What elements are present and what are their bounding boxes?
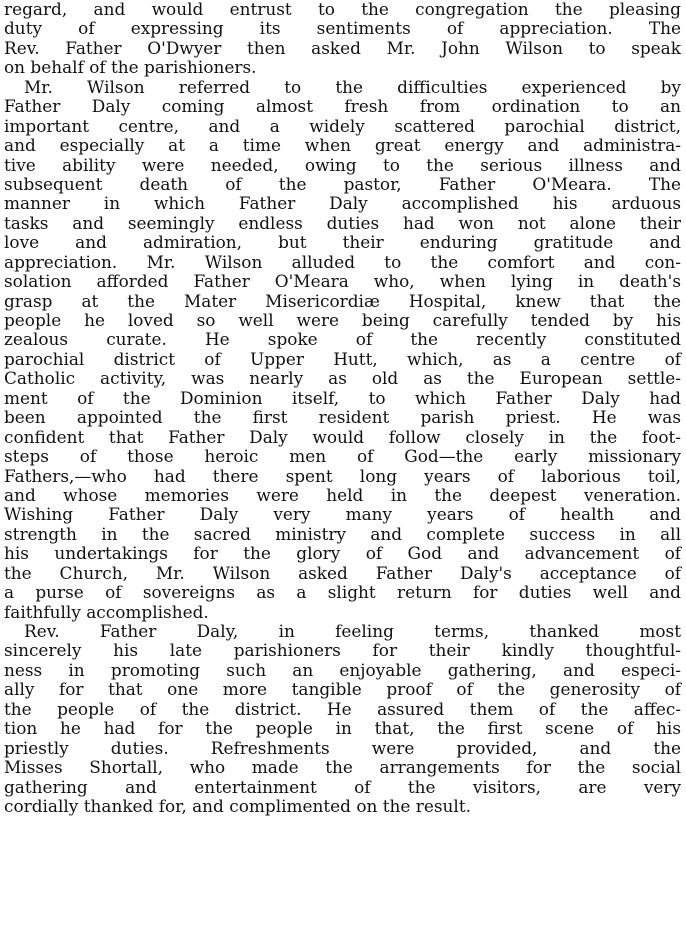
text-line: Mr. Wilson referred to the difficulties experienced by [24,76,681,97]
text-line: a purse of sovereigns as a slight return for duties well and [4,582,681,603]
text-line: Fathers,—who had there spent long years of laborious toil, [4,465,681,486]
text-line: tasks and seemingly endless duties had won not alone their [4,212,681,233]
text-line: been appointed the first resident parish priest. He was [4,407,681,428]
text-line: confident that Father Daly would follow closely in the foot- [4,426,681,447]
text-line: ness in promoting such an enjoyable gathering, and especi- [4,659,681,680]
text-line: steps of those heroic men of God—the early missionary [4,446,681,467]
text-line: parochial district of Upper Hutt, which, as a centre of [4,348,681,369]
text-line: manner in which Father Daly accomplished his arduous [4,193,681,214]
text-line: Father Daly coming almost fresh from ordination to an [4,96,681,117]
text-line: and especially at a time when great energy and administra- [4,135,681,156]
text-line: on behalf of the parishioners. [4,57,257,78]
text-line: the Church, Mr. Wilson asked Father Daly's acceptance of [4,562,681,583]
text-line: faithfully accomplished. [4,601,209,622]
text-line: Rev. Father Daly, in feeling terms, thanked most [24,621,681,641]
text-line: subsequent death of the pastor, Father O'Meara. The [4,173,681,194]
paragraph-2 [4,78,681,622]
text-line: Misses Shortall, who made the arrangements for the social [4,757,681,778]
text-line: important centre, and a widely scattered parochial district, [4,115,681,136]
text-line: grasp at the Mater Misericordiæ Hospital, knew that the [4,290,681,311]
text-line: people he loved so well were being carefully tended by his [4,310,681,330]
text-line: Catholic activity, was nearly as old as the European settle- [4,368,681,389]
text-line: priestly duties. Refreshments were provided, and the [4,737,681,758]
text-line: his undertakings for the glory of God and advancement of [4,543,681,564]
text-line: Wishing Father Daly very many years of health and [4,504,681,525]
text-line: cordially thanked for, and complimented on the result. [4,795,471,816]
text-line: ally for that one more tangible proof of the generosity of [4,679,681,700]
text-line: regard, and would entrust to the congregation the pleasing [4,0,681,19]
text-line: sincerely his late parishioners for their kindly thoughtful- [4,640,681,661]
text-line: solation afforded Father O'Meara who, when lying in death's [4,271,681,292]
text-line: tive ability were needed, owing to the serious illness and [4,154,681,175]
paragraph-3 [4,622,681,816]
paragraph-1 [4,0,681,78]
text-line: zealous curate. He spoke of the recently constituted [4,329,681,350]
text-line: appreciation. Mr. Wilson alluded to the comfort and con- [4,251,681,272]
text-line: gathering and entertainment of the visitors, are very [4,776,681,797]
text-line: and whose memories were held in the deepest veneration. [4,484,681,505]
text-line: Rev. Father O'Dwyer then asked Mr. John Wilson to speak [4,37,681,58]
article-column [4,0,681,816]
text-line: love and admiration, but their enduring gratitude and [4,232,681,253]
text-line: ment of the Dominion itself, to which Father Daly had [4,387,681,408]
text-line: tion he had for the people in that, the first scene of his [4,718,681,739]
text-line: the people of the district. He assured them of the affec- [4,698,681,719]
text-line: strength in the sacred ministry and complete success in all [4,523,681,544]
text-line: duty of expressing its sentiments of appreciation. The [4,18,681,39]
